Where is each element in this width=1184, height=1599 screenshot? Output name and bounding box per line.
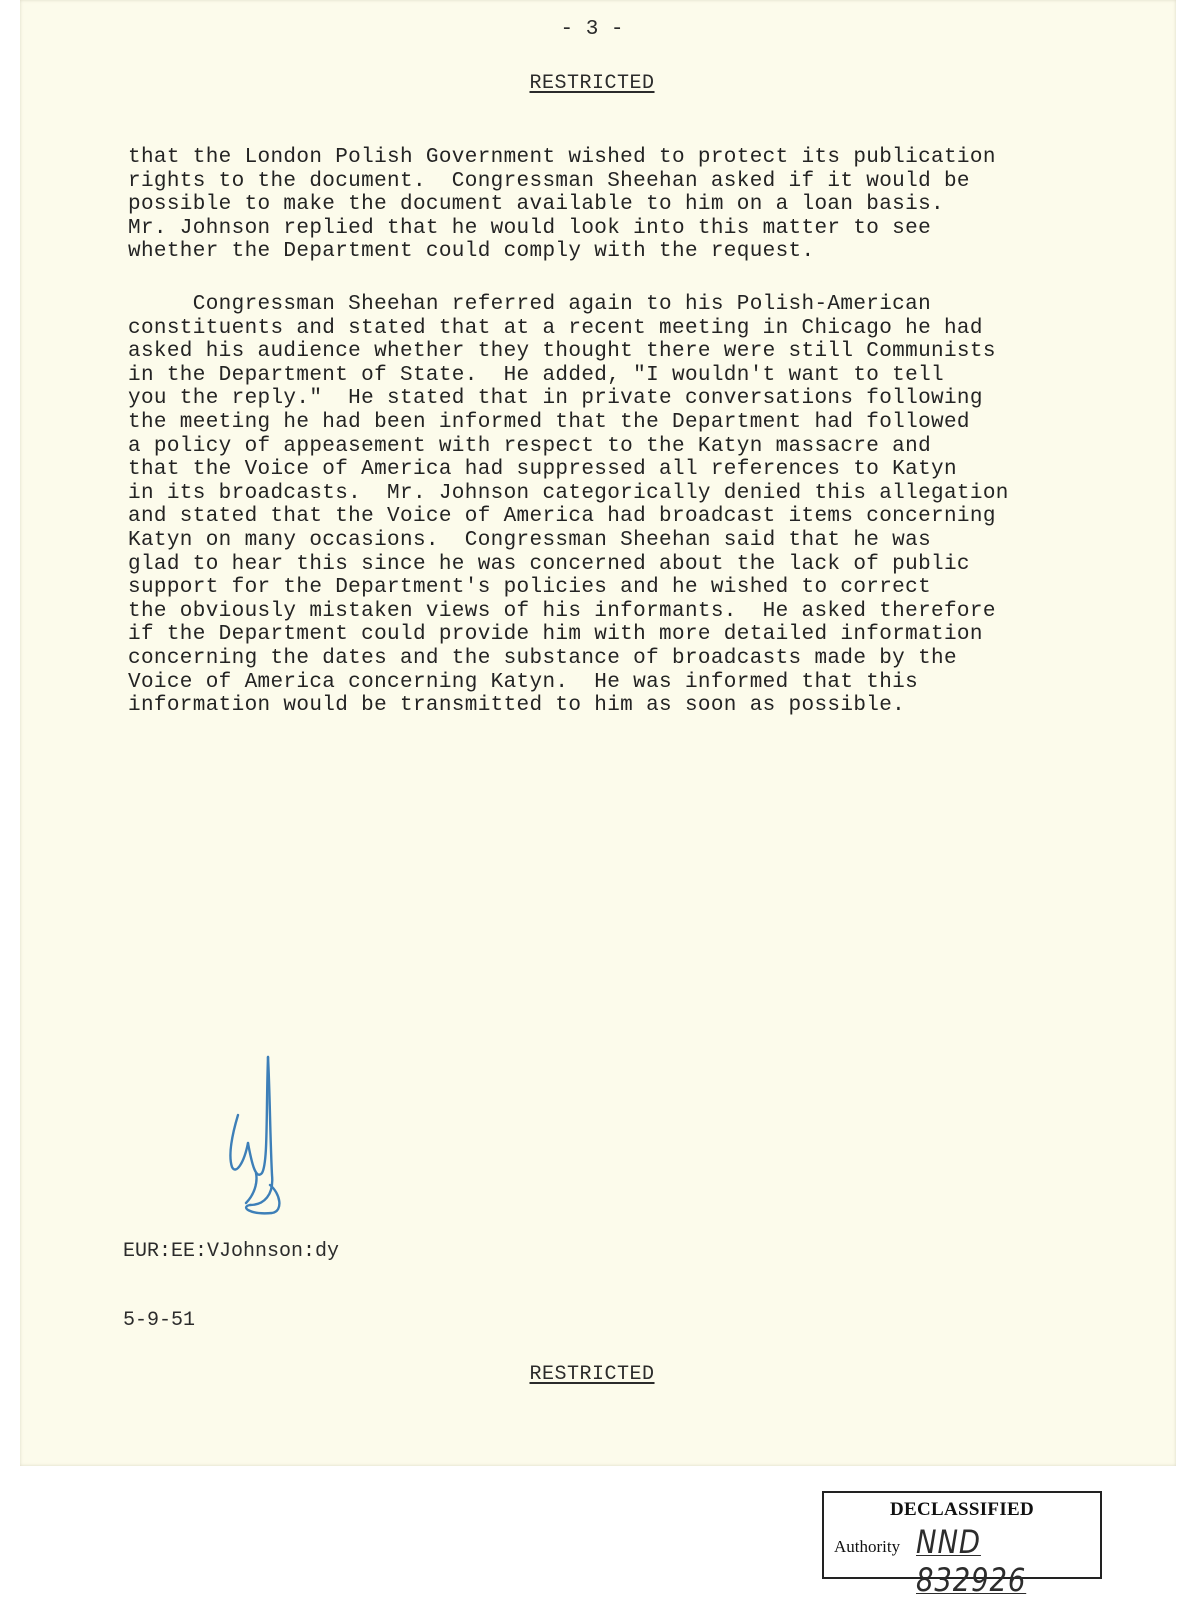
text-line: Voice of America concerning Katyn. He was informed that this	[128, 670, 919, 694]
text-line: Congressman Sheehan referred again to his Polish-American	[128, 293, 932, 316]
text-line: the meeting he had been informed that the Department had followed	[128, 410, 970, 434]
stamp-title: DECLASSIFIED	[889, 1499, 1035, 1520]
classification-marking-bottom: RESTRICTED	[529, 1363, 655, 1386]
text-line: and stated that the Voice of America had broadcast items concerning	[128, 505, 996, 529]
text-line: in the Department of State. He added, "I wouldn't want to tell	[128, 363, 944, 387]
text-line: the obviously mistaken views of his informants. He asked therefore	[128, 599, 996, 623]
text-line: you the reply." He stated that in private conversations following	[128, 387, 983, 411]
declassified-stamp	[822, 1491, 1102, 1599]
text-line: information would be transmitted to him as soon as possible.	[128, 694, 906, 718]
text-line: Mr. Johnson replied that he would look into this matter to see	[128, 216, 932, 240]
paragraph-2	[128, 293, 1108, 718]
stamp-authority-label: Authority	[834, 1537, 901, 1556]
text-line: possible to make the document available to him on a loan basis.	[128, 193, 944, 217]
text-line: asked his audience whether they thought there were still Communists	[128, 340, 996, 364]
text-line: Katyn on many occasions. Congressman Sheehan said that he was	[128, 528, 932, 552]
signature-strokes	[230, 1057, 279, 1213]
text-line: in its broadcasts. Mr. Johnson categorically denied this allegation	[128, 481, 1009, 505]
text-line: that the London Polish Government wished to protect its publication	[128, 146, 996, 169]
drafter-code: EUR:EE:VJohnson:dy	[123, 1240, 340, 1263]
text-line: concerning the dates and the substance of broadcasts made by the	[128, 646, 957, 670]
classification-marking-top: RESTRICTED	[529, 72, 655, 95]
text-line: that the Voice of America had suppressed all references to Katyn	[128, 458, 957, 482]
text-line: support for the Department's policies and he wished to correct	[128, 576, 932, 600]
page-number: - 3 -	[560, 18, 624, 41]
drafting-date: 5-9-51	[123, 1309, 196, 1332]
text-line: constituents and stated that at a recent meeting in Chicago he had	[128, 316, 983, 340]
drafting-reference	[123, 1194, 339, 1355]
text-line: whether the Department could comply with the request.	[128, 240, 815, 264]
paragraph-1	[128, 146, 1108, 264]
text-line: glad to hear this since he was concerned about the lack of public	[128, 552, 970, 576]
stamp-authority-value: NND 832926	[916, 1523, 1027, 1599]
text-line: if the Department could provide him with more detailed information	[128, 623, 983, 647]
text-line: a policy of appeasement with respect to the Katyn massacre and	[128, 434, 932, 458]
text-line: rights to the document. Congressman Sheehan asked if it would be	[128, 169, 970, 193]
